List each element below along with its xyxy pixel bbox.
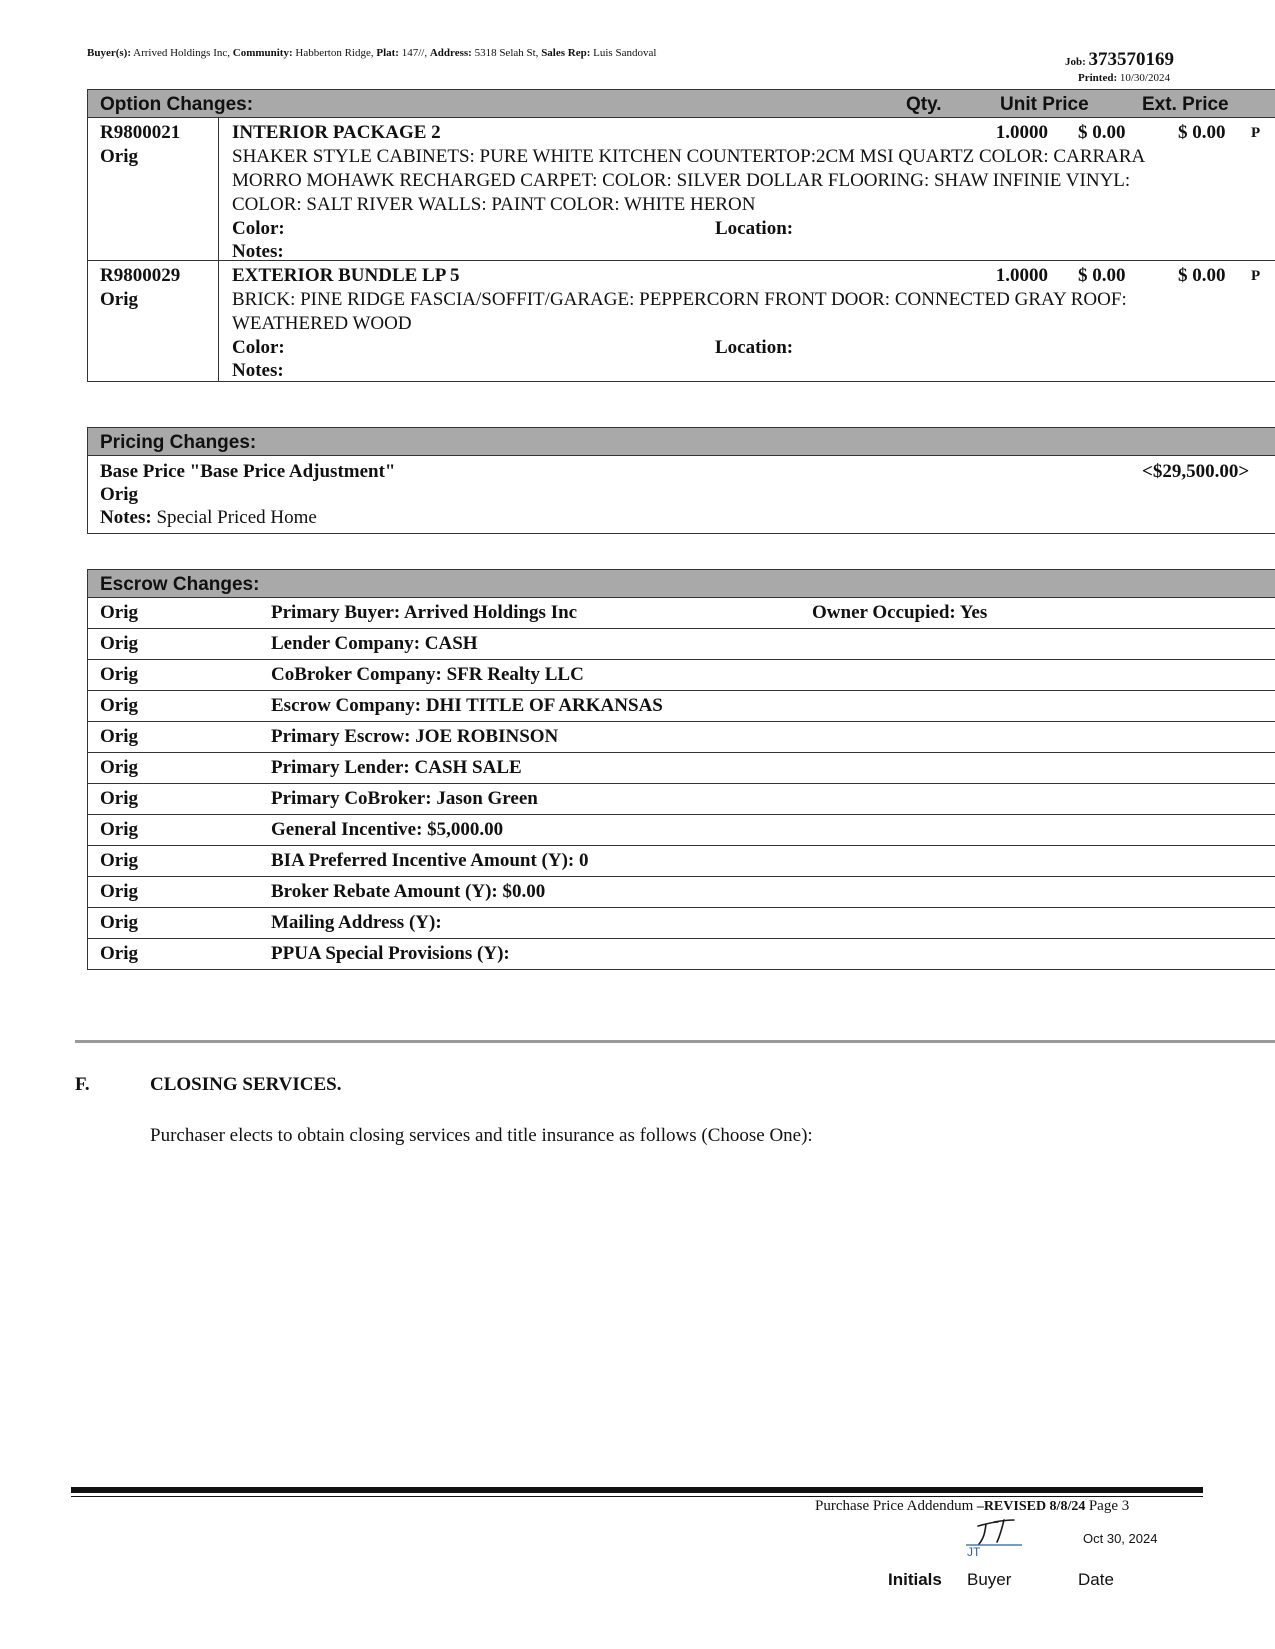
pricing-notes-value: Special Priced Home	[156, 507, 317, 528]
escrow-row	[88, 722, 1275, 753]
escrow-status: Orig	[100, 726, 138, 747]
option-flag: P	[1251, 268, 1261, 284]
pricing-notes	[100, 506, 317, 529]
section-f-text: Purchaser elects to obtain closing services and title insurance as follows (Choose One):	[150, 1125, 813, 1146]
option-code-value: R9800021	[100, 122, 181, 143]
description-line: BRICK: PINE RIDGE FASCIA/SOFFIT/GARAGE: PEPPERCORN FRONT DOOR: CONNECTED GRAY ROOF:	[232, 289, 1127, 310]
escrow-status: Orig	[100, 695, 138, 716]
job-number-value: 373570169	[1088, 49, 1175, 70]
escrow-row	[88, 691, 1275, 722]
escrow-extra: Owner Occupied: Yes	[812, 602, 988, 623]
escrow-status: Orig	[100, 633, 138, 654]
escrow-changes-header	[88, 570, 1275, 598]
description-line: COLOR: SALT RIVER WALLS: PAINT COLOR: WHITE HERON	[232, 194, 756, 215]
footer-doc-title: Purchase Price Addendum	[815, 1498, 974, 1514]
section-divider	[75, 1040, 1275, 1043]
escrow-value: Broker Rebate Amount (Y): $0.00	[271, 881, 546, 902]
option-item	[88, 118, 1275, 261]
escrow-changes-title: Escrow Changes:	[100, 574, 260, 595]
escrow-value: Lender Company: CASH	[271, 633, 478, 654]
buyer-value: Arrived Holdings Inc,	[133, 47, 230, 59]
escrow-row	[88, 908, 1275, 939]
plat-label: Plat:	[376, 47, 399, 59]
escrow-changes-section	[87, 569, 1275, 970]
printed-date	[1078, 72, 1170, 84]
community-label: Community:	[232, 47, 293, 59]
notes-label: Notes:	[232, 360, 284, 381]
option-ext-price: $ 0.00	[1178, 122, 1226, 143]
option-status: Orig	[100, 289, 138, 310]
address-label: Address:	[429, 47, 472, 59]
col-unit-price: Unit Price	[1000, 94, 1089, 115]
pricing-status: Orig	[100, 484, 138, 505]
option-description	[232, 288, 1232, 336]
pricing-item-name: Base Price "Base Price Adjustment"	[100, 461, 396, 482]
plat-value: 147//,	[401, 47, 428, 59]
option-flag: P	[1251, 125, 1261, 141]
location-label: Location:	[715, 218, 794, 239]
description-line: SHAKER STYLE CABINETS: PURE WHITE KITCHEN COUNTERTOP:2CM MSI QUARTZ COLOR: CARRARA	[232, 146, 1146, 167]
option-code	[100, 264, 180, 312]
escrow-row	[88, 629, 1275, 660]
pricing-notes-label: Notes:	[100, 507, 152, 528]
escrow-status: Orig	[100, 757, 138, 778]
pricing-changes-title: Pricing Changes:	[100, 432, 257, 453]
escrow-row	[88, 939, 1275, 970]
escrow-value: BIA Preferred Incentive Amount (Y): 0	[271, 850, 589, 871]
escrow-value: General Incentive: $5,000.00	[271, 819, 504, 840]
signature-initials: JT	[967, 1545, 981, 1559]
option-changes-title: Option Changes:	[100, 94, 254, 115]
escrow-status: Orig	[100, 850, 138, 871]
address-value: 5318 Selah St,	[474, 47, 539, 59]
escrow-status: Orig	[100, 788, 138, 809]
escrow-value: Primary Escrow: JOE ROBINSON	[271, 726, 559, 747]
footer-title	[815, 1498, 1129, 1515]
option-unit-price: $ 0.00	[1078, 265, 1126, 286]
buyer-label: Buyer(s):	[87, 47, 131, 59]
job-label: Job:	[1065, 56, 1086, 68]
escrow-status: Orig	[100, 664, 138, 685]
option-unit-price: $ 0.00	[1078, 122, 1126, 143]
escrow-value: Mailing Address (Y):	[271, 912, 442, 933]
printed-label: Printed:	[1078, 72, 1118, 84]
col-qty: Qty.	[906, 94, 942, 115]
pricing-item	[88, 456, 1275, 534]
job-number	[1065, 49, 1174, 71]
escrow-value: Primary Lender: CASH SALE	[271, 757, 522, 778]
col-ext-price: Ext. Price	[1142, 94, 1229, 115]
initials-label: Initials	[888, 1570, 942, 1589]
escrow-row	[88, 660, 1275, 691]
escrow-row	[88, 784, 1275, 815]
notes-label: Notes:	[232, 241, 284, 262]
community-value: Habberton Ridge,	[295, 47, 374, 59]
option-name: EXTERIOR BUNDLE LP 5	[232, 265, 460, 286]
description-line: WEATHERED WOOD	[232, 313, 412, 334]
option-qty: 1.0000	[995, 265, 1048, 286]
footer-revised: –REVISED 8/8/24	[976, 1499, 1086, 1514]
footer-rule-thick	[71, 1487, 1203, 1493]
escrow-row	[88, 877, 1275, 908]
option-code-cell	[88, 261, 219, 381]
pricing-amount: <$29,500.00>	[1142, 461, 1250, 482]
option-code-cell	[88, 118, 219, 260]
escrow-value: Primary Buyer: Arrived Holdings Inc	[271, 602, 578, 623]
signature-date: Oct 30, 2024	[1083, 1531, 1158, 1546]
pricing-changes-header	[88, 428, 1275, 456]
escrow-row	[88, 753, 1275, 784]
option-code-value: R9800029	[100, 265, 181, 286]
footer-rule-thin	[71, 1496, 1203, 1497]
location-label: Location:	[715, 337, 794, 358]
escrow-status: Orig	[100, 602, 138, 623]
buyer-signature-label: Buyer	[967, 1570, 1012, 1589]
option-description	[232, 145, 1232, 217]
sales-rep-value: Luis Sandoval	[593, 47, 657, 59]
option-name: INTERIOR PACKAGE 2	[232, 122, 441, 143]
description-line: MORRO MOHAWK RECHARGED CARPET: COLOR: SILVER DOLLAR FLOORING: SHAW INFINIE VINYL:	[232, 170, 1131, 191]
section-f-letter: F.	[75, 1074, 90, 1095]
escrow-value: Escrow Company: DHI TITLE OF ARKANSAS	[271, 695, 663, 716]
pricing-changes-section	[87, 427, 1275, 534]
footer-page-number: Page 3	[1088, 1498, 1130, 1514]
section-f-title: CLOSING SERVICES.	[150, 1074, 342, 1095]
printed-date-value: 10/30/2024	[1119, 72, 1170, 84]
escrow-row	[88, 598, 1275, 629]
option-qty: 1.0000	[995, 122, 1048, 143]
escrow-value: CoBroker Company: SFR Realty LLC	[271, 664, 584, 685]
option-status: Orig	[100, 146, 138, 167]
option-code	[100, 121, 180, 169]
option-item	[88, 261, 1275, 382]
sales-rep-label: Sales Rep:	[541, 47, 591, 59]
escrow-status: Orig	[100, 943, 138, 964]
option-changes-header	[88, 90, 1275, 118]
escrow-row	[88, 846, 1275, 877]
option-changes-section	[87, 89, 1275, 382]
header-info	[87, 47, 656, 59]
date-label: Date	[1078, 1570, 1114, 1589]
color-label: Color:	[232, 218, 285, 239]
escrow-status: Orig	[100, 881, 138, 902]
option-ext-price: $ 0.00	[1178, 265, 1226, 286]
escrow-value: PPUA Special Provisions (Y):	[271, 943, 510, 964]
escrow-row	[88, 815, 1275, 846]
escrow-status: Orig	[100, 912, 138, 933]
escrow-value: Primary CoBroker: Jason Green	[271, 788, 538, 809]
escrow-status: Orig	[100, 819, 138, 840]
color-label: Color:	[232, 337, 285, 358]
